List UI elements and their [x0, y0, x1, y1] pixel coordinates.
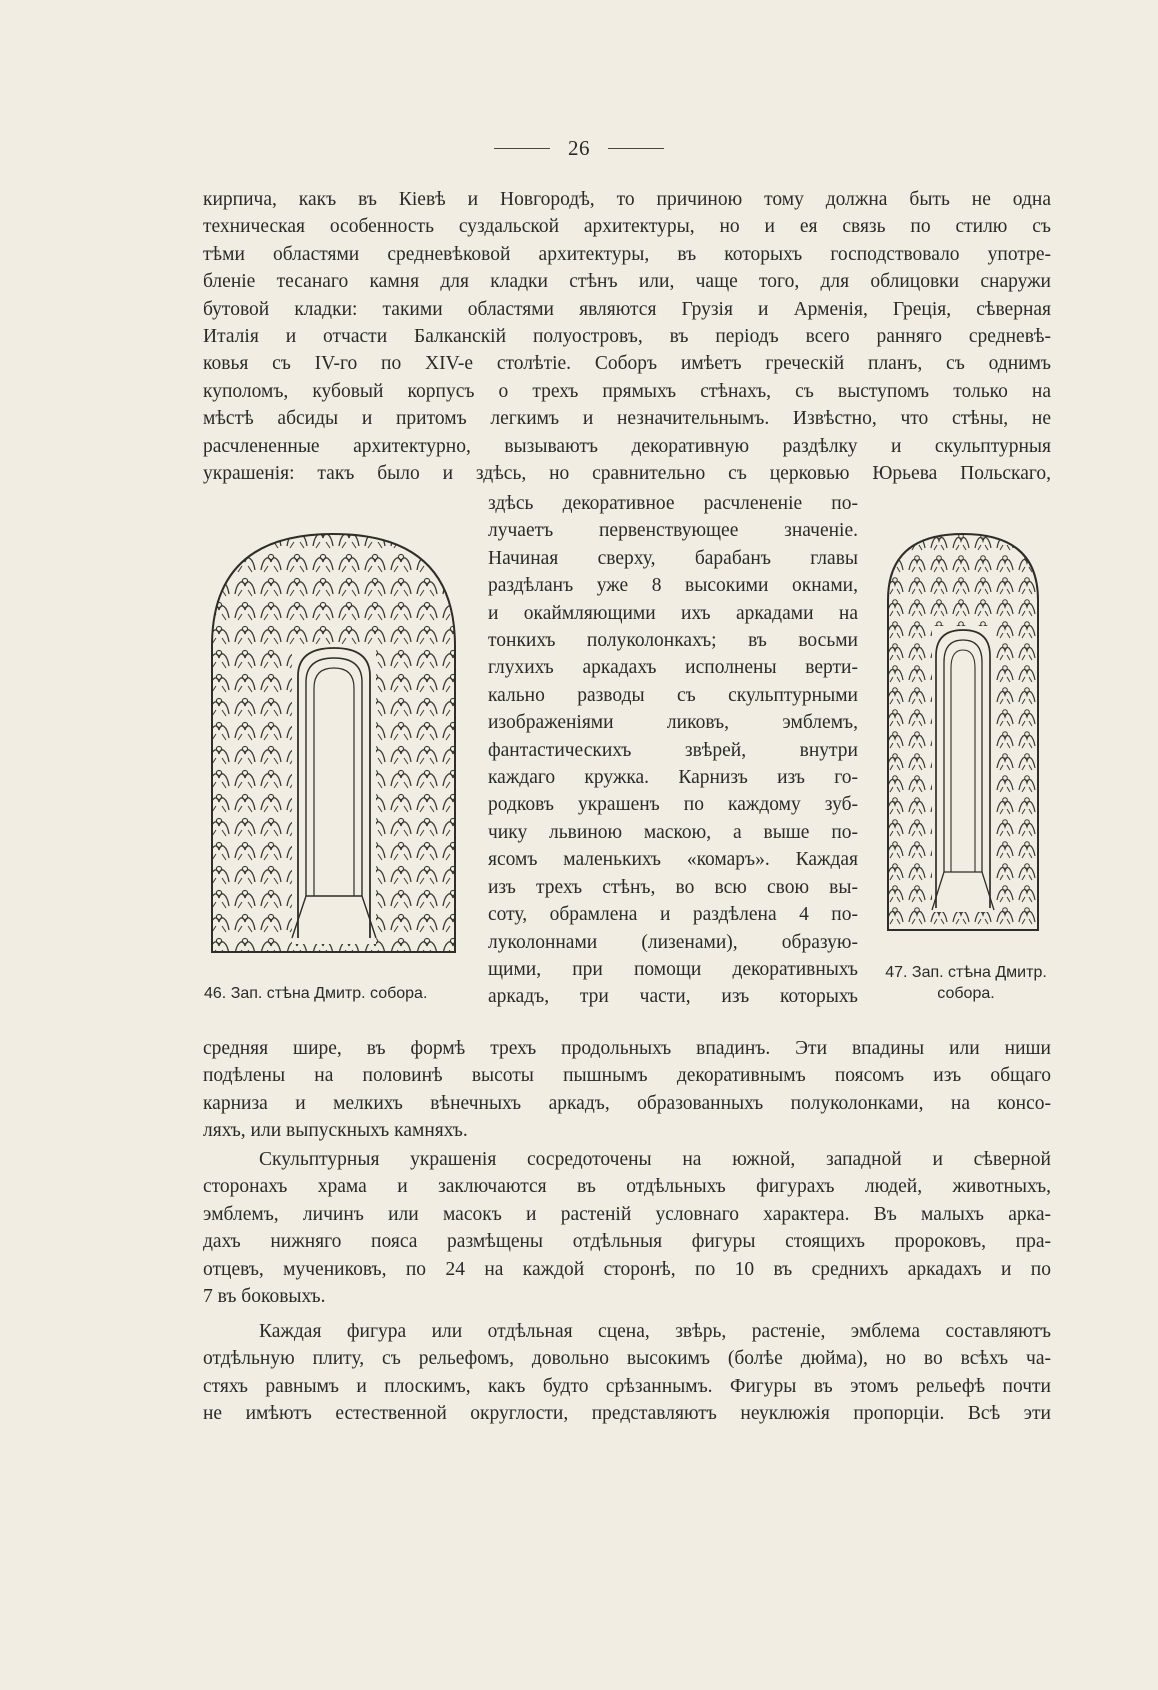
text-line: кально разводы съ скульптурными — [488, 684, 858, 706]
text-line: сторонахъ храма и заключаются въ отдѣльныхъ фигурахъ людей, животныхъ, — [203, 1176, 1051, 1198]
text-line: и окаймляющими ихъ аркадами на — [488, 602, 858, 624]
text-line: куполомъ, кубовый корпусъ о трехъ прямыхъ стѣнахъ, съ выступомъ только на — [203, 380, 1051, 402]
figure-46-illustration — [206, 526, 461, 956]
text-line: фантастическихъ звѣрей, внутри — [488, 739, 858, 761]
header-rule-right — [608, 148, 664, 149]
figure-46-caption: 46. Зап. стѣна Дмитр. собора. — [204, 985, 428, 1002]
text-line: глухихъ аркадахъ исполнены верти- — [488, 657, 858, 679]
header-rule-left — [494, 148, 550, 149]
paragraph-continued — [203, 1035, 1051, 1145]
text-line: мѣстѣ абсиды и притомъ легкимъ и незначительнымъ. Извѣстно, что стѣны, не — [203, 408, 1051, 430]
text-line: раздѣланъ уже 8 высокими окнами, — [488, 575, 858, 597]
text-line: не имѣютъ естественной округлости, представляютъ неуклюжія пропорціи. Всѣ эти — [203, 1403, 1051, 1425]
text-line: родковъ украшенъ по каждому зуб- — [488, 794, 858, 816]
text-line: изъ трехъ стѣнъ, во всю свою вы- — [488, 876, 858, 898]
page-header — [0, 136, 1158, 161]
text-line: эмблемъ, личинъ или масокъ и растеній условнаго характера. Въ малыхъ арка- — [203, 1203, 1051, 1225]
paragraph-sculpture — [203, 1146, 1051, 1310]
text-line: подѣлены на половинѣ высоты пышнымъ декоративнымъ поясомъ изъ общаго — [203, 1065, 1051, 1087]
text-line: Начиная сверху, барабанъ главы — [488, 547, 858, 569]
text-line: здѣсь декоративное расчлененіе по- — [488, 493, 858, 514]
text-line: изображеніями ликовъ, эмблемъ, — [488, 712, 858, 734]
text-line: лучаетъ первенствующее значеніе. — [488, 520, 858, 542]
text-line: аркадъ, три части, изъ которыхъ — [488, 986, 858, 1008]
text-line: 7 въ боковыхъ. — [203, 1286, 326, 1308]
paragraph-top — [203, 186, 1051, 487]
text-line: Италія и отчасти Балканскій полуостровъ, въ періодъ всего ранняго средневѣ- — [203, 326, 1051, 348]
text-line: отдѣльную плиту, съ рельефомъ, довольно высокимъ (болѣе дюйма), но во всѣхъ ча- — [203, 1348, 1051, 1370]
text-line: ясомъ маленькихъ «комаръ». Каждая — [488, 849, 858, 871]
text-line: тонкихъ полуколонкахъ; въ восьми — [488, 630, 858, 652]
text-line: бутовой кладки: такими областями являются Грузія и Арменія, Греція, сѣверная — [203, 298, 1051, 320]
text-line: техническая особенность суздальской архитектуры, но и ея связь по стилю съ — [203, 216, 1051, 238]
figure-47-caption — [876, 962, 1056, 1004]
text-line: дахъ нижняго пояса размѣщены отдѣльныя фигуры стоящихъ пророковъ, пра- — [203, 1231, 1051, 1253]
text-line: бленіе тесанаго камня для кладки стѣнъ или, чаще того, для облицовки снаружи — [203, 271, 1051, 293]
text-line: щими, при помощи декоративныхъ — [488, 958, 858, 980]
text-line: луколоннами (лизенами), образую- — [488, 931, 858, 953]
text-line: чику львиною маскою, а выше по- — [488, 821, 858, 843]
figure-47-caption-line2: собора. — [937, 985, 995, 1002]
text-line: Скульптурныя украшенія сосредоточены на южной, западной и сѣверной — [259, 1149, 1051, 1170]
text-line: кирпича, какъ въ Кіевѣ и Новгородѣ, то причиною тому должна быть не одна — [203, 189, 1051, 210]
figure-47-caption-line1: 47. Зап. стѣна Дмитр. — [885, 964, 1047, 981]
paragraph-figures — [203, 1318, 1051, 1428]
text-line: украшенія: такъ было и здѣсь, но сравнительно съ церковью Юрьева Польскаго, — [203, 463, 1051, 485]
text-line: отцевъ, мучениковъ, по 24 на каждой сторонѣ, по 10 въ среднихъ аркадахъ и по — [203, 1258, 1051, 1280]
text-line: соту, обрамлена и раздѣлена 4 по- — [488, 904, 858, 926]
text-line: карниза и мелкихъ вѣнечныхъ аркадъ, образованныхъ полуколонками, на консо- — [203, 1092, 1051, 1114]
text-line: тѣми областями средневѣковой архитектуры, въ которыхъ господствовало употре- — [203, 243, 1051, 265]
text-line: ковья съ IV-го по XIV-е столѣтіе. Соборъ имѣетъ греческій планъ, съ однимъ — [203, 353, 1051, 375]
paragraph-wrapped — [488, 490, 858, 1011]
text-line: стяхъ равнымъ и плоскимъ, какъ будто срѣзаннымъ. Фигуры въ этомъ рельефѣ почти — [203, 1375, 1051, 1397]
text-line: средняя шире, въ формѣ трехъ продольныхъ впадинъ. Эти впадины или ниши — [203, 1038, 1051, 1059]
text-line: ляхъ, или выпускныхъ камняхъ. — [203, 1120, 468, 1142]
page-number: 26 — [568, 136, 590, 160]
text-line: Каждая фигура или отдѣльная сцена, звѣрь, растеніе, эмблема составляютъ — [259, 1321, 1051, 1342]
text-line: каждаго кружка. Карнизъ изъ го- — [488, 767, 858, 789]
figure-47-illustration — [884, 530, 1042, 934]
text-line: расчлененные архитектурно, вызываютъ декоративную раздѣлку и скульптурныя — [203, 435, 1051, 457]
